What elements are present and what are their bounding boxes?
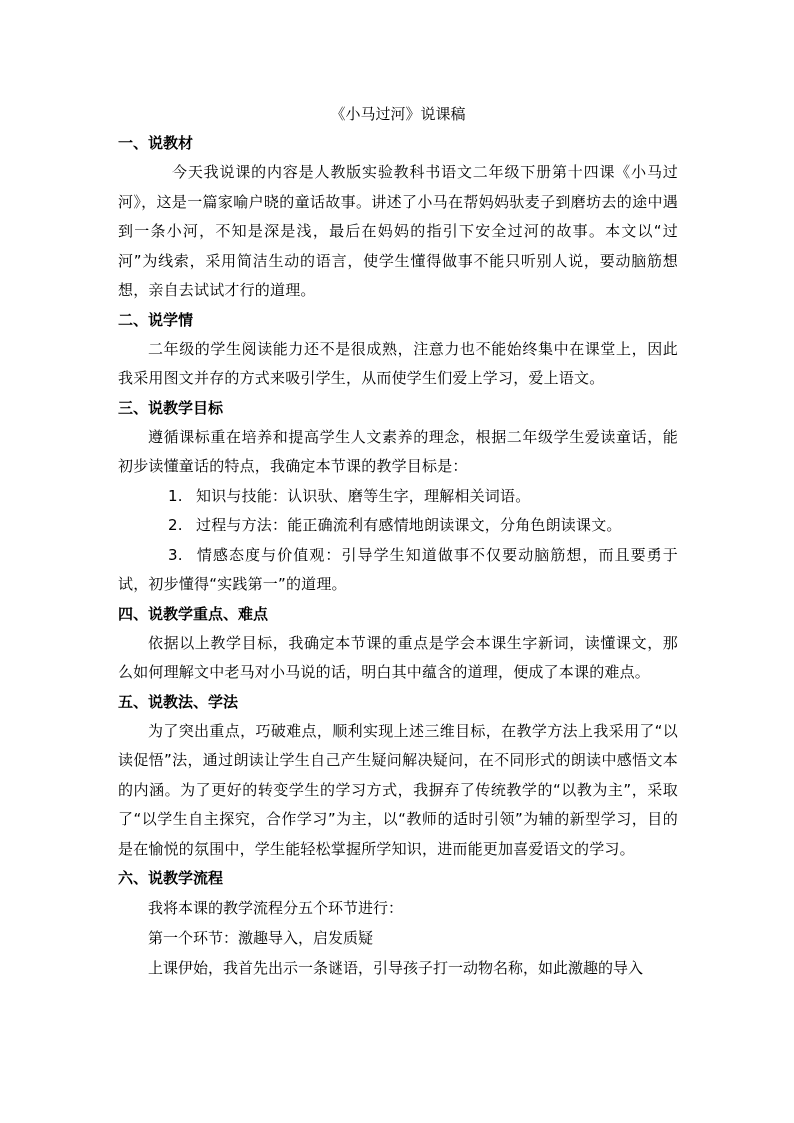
process-line: 我将本课的教学流程分五个环节进行： [148,899,404,917]
paragraph-teaching-material: 今天我说课的内容是人教版实验教科书语文二年级下册第十四课《小马过河》，这是一篇家喻户晓的童话故事。讲述了小马在帮妈妈驮麦子到磨坊去的途中遇到一条小河，不知是深是浅，最后在妈妈的指引下安全过河的故事。本文以“过河”为线索，采用简洁生动的语言，使学生懂得做事不能只听别人说，要动脑筋想想，亲自去试试才行的道理。 [118,163,678,299]
paragraph-teaching-objectives: 遵循课标重在培养和提高学生人文素养的理念，根据二年级学生爱读童话，能初步读懂童话的特点，我确定本节课的教学目标是： [118,427,678,475]
process-line: 第一个环节：激趣导入，启发质疑 [148,929,374,947]
section-heading-student-analysis: 二、说学情 [118,310,194,329]
paragraph-student-analysis: 二年级的学生阅读能力还不是很成熟，注意力也不能始终集中在课堂上，因此我采用图文并存的方式来吸引学生，从而使学生们爱上学习，爱上语文。 [118,339,678,387]
list-text: 知识与技能：认识驮、磨等生字，理解相关词语。 [196,486,531,505]
list-number: 2. [168,516,183,534]
list-text: 过程与方法：能正确流利有感情地朗读课文，分角色朗读课文。 [196,516,622,534]
section-heading-teaching-material: 一、说教材 [118,134,194,152]
section-heading-teaching-methods: 五、说教法、学法 [118,692,239,711]
list-text: 情感态度与价值观：引导学生知道做事不仅要动脑筋想，而且要勇于试，初步懂得“实践第一”的道理。 [118,545,678,593]
objective-list-item [118,511,678,541]
objective-list-item [118,541,678,600]
paragraph-teaching-methods: 为了突出重点，巧破难点，顺利实现上述三维目标，在教学方法上我采用了“以读促悟”法，通过朗读让学生自己产生疑问解决疑问，在不同形式的朗读中感悟文本的内涵。为了更好的转变学生的学习方式，我摒弃了传统教学的“以教为主”，采取了“以学生自主探究，合作学习”为主，以“教师的适时引领”为辅的新型学习，目的是在愉悦的氛围中，学生能轻松掌握所学知识，进而能更加喜爱语文的学习。 [118,721,678,858]
objective-list-item [118,482,678,512]
section-heading-teaching-process: 六、说教学流程 [118,869,224,887]
list-number: 1. [168,486,183,505]
section-heading-key-points: 四、说教学重点、难点 [118,604,269,623]
list-number: 3. [168,545,183,564]
paragraph-key-points: 依据以上教学目标，我确定本节课的重点是学会本课生字新词，读懂课文，那么如何理解文中老马对小马说的话，明白其中蕴含的道理，便成了本课的难点。 [118,633,678,681]
section-heading-teaching-objectives: 三、说教学目标 [118,398,224,417]
process-line: 上课伊始，我首先出示一条谜语，引导孩子打一动物名称，如此激趣的导入 [148,959,644,977]
document-body [118,100,678,983]
document-title: 《小马过河》说课稿 [330,105,466,123]
